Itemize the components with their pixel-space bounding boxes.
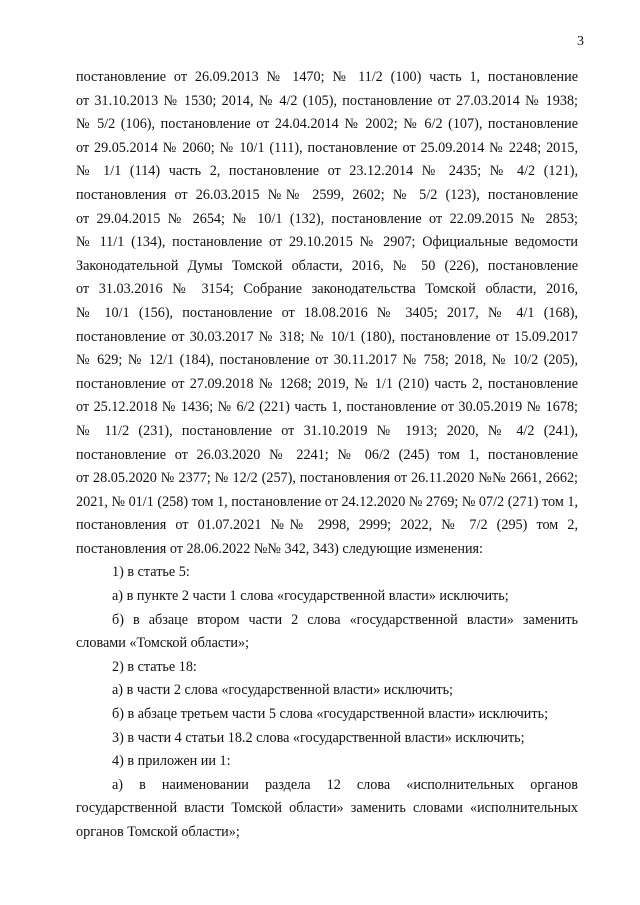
text-line: а) в части 2 слова «государственной власти» исключить; <box>112 682 453 699</box>
text-line: № 11/1 (134), постановление от 29.10.2015 № 2907; Официальные ведомости <box>76 234 578 251</box>
text-line: от 29.04.2015 № 2654; № 10/1 (132), постановление от 22.09.2015 № 2853; <box>76 210 578 227</box>
text-line: от 28.05.2020 № 2377; № 12/2 (257), постановления от 26.11.2020 №№ 2661, 2662; <box>76 470 578 487</box>
text-line: постановление от 27.09.2018 № 1268; 2019, № 1/1 (210) часть 2, постановление <box>76 375 578 392</box>
text-line: словами «Томской области»; <box>76 635 250 652</box>
text-line: 3) в части 4 статьи 18.2 слова «государственной власти» исключить; <box>112 729 525 746</box>
text-line: постановление от 26.09.2013 № 1470; № 11/2 (100) часть 1, постановление <box>76 69 578 85</box>
document-body <box>76 66 578 845</box>
text-line: постановления от 28.06.2022 №№ 342, 343) следующие изменения: <box>76 540 484 557</box>
paragraph-item-3 <box>76 727 578 751</box>
text-line: а) в пункте 2 части 1 слова «государственной власти» исключить; <box>112 588 509 605</box>
text-line: постановление от 30.03.2017 № 318; № 10/1 (180), постановление от 15.09.2017 <box>76 328 578 345</box>
text-line: № 5/2 (106), постановление от 24.04.2014 № 2002; № 6/2 (107), постановление <box>76 116 578 133</box>
page-number: 3 <box>577 34 584 49</box>
paragraph-item-2 <box>76 656 578 680</box>
paragraph-item-1b <box>76 609 578 656</box>
paragraph-item-1 <box>76 561 578 585</box>
text-line: б) в абзаце третьем части 5 слова «государственной власти» исключить; <box>112 706 549 723</box>
text-line: 1) в статье 5: <box>112 564 190 581</box>
text-line: постановления от 26.03.2015 №№ 2599, 2602; № 5/2 (123), постановление <box>76 186 578 203</box>
paragraph-item-1a <box>76 585 578 609</box>
text-line: № 11/2 (231), постановление от 31.10.2019 № 1913; 2020, № 4/2 (241), <box>76 422 578 439</box>
paragraph-item-4 <box>76 750 578 774</box>
paragraph-amendment-sources <box>76 66 578 561</box>
text-line: № 10/1 (156), постановление от 18.08.2016 № 3405; 2017, № 4/1 (168), <box>76 304 578 321</box>
text-line: 2021, № 01/1 (258) том 1, постановление от 24.12.2020 № 2769; № 07/2 (271) том 1, <box>76 493 578 510</box>
text-line: от 29.05.2014 № 2060; № 10/1 (111), постановление от 25.09.2014 № 2248; 2015, <box>76 139 578 156</box>
text-line: от 25.12.2018 № 1436; № 6/2 (221) часть 1, постановление от 30.05.2019 № 1678; <box>76 399 578 416</box>
text-line: постановления от 01.07.2021 №№ 2998, 2999; 2022, № 7/2 (295) том 2, <box>76 517 578 534</box>
paragraph-item-2b <box>76 703 578 727</box>
text-line: 2) в статье 18: <box>112 658 197 675</box>
text-line: государственной власти Томской области» заменить словами «исполнительных <box>76 800 578 817</box>
text-line: 4) в приложен ии 1: <box>112 753 231 770</box>
text-line: постановление от 26.03.2020 № 2241; № 06/2 (245) том 1, постановление <box>76 446 578 463</box>
text-line: № 629; № 12/1 (184), постановление от 30.11.2017 № 758; 2018, № 10/2 (205), <box>76 352 578 369</box>
text-line: от 31.10.2013 № 1530; 2014, № 4/2 (105), постановление от 27.03.2014 № 1938; <box>76 92 578 109</box>
paragraph-item-4a <box>76 774 578 845</box>
text-line: органов Томской области»; <box>76 824 240 840</box>
text-line: от 31.03.2016 № 3154; Собрание законодательства Томской области, 2016, <box>76 281 578 298</box>
text-line: Законодательной Думы Томской области, 2016, № 50 (226), постановление <box>76 257 578 274</box>
text-line: а) в наименовании раздела 12 слова «исполнительных органов <box>112 776 578 793</box>
text-line: № 1/1 (114) часть 2, постановление от 23.12.2014 № 2435; № 4/2 (121), <box>76 163 578 180</box>
paragraph-item-2a <box>76 679 578 703</box>
text-line: б) в абзаце втором части 2 слова «государственной власти» заменить <box>112 611 578 628</box>
